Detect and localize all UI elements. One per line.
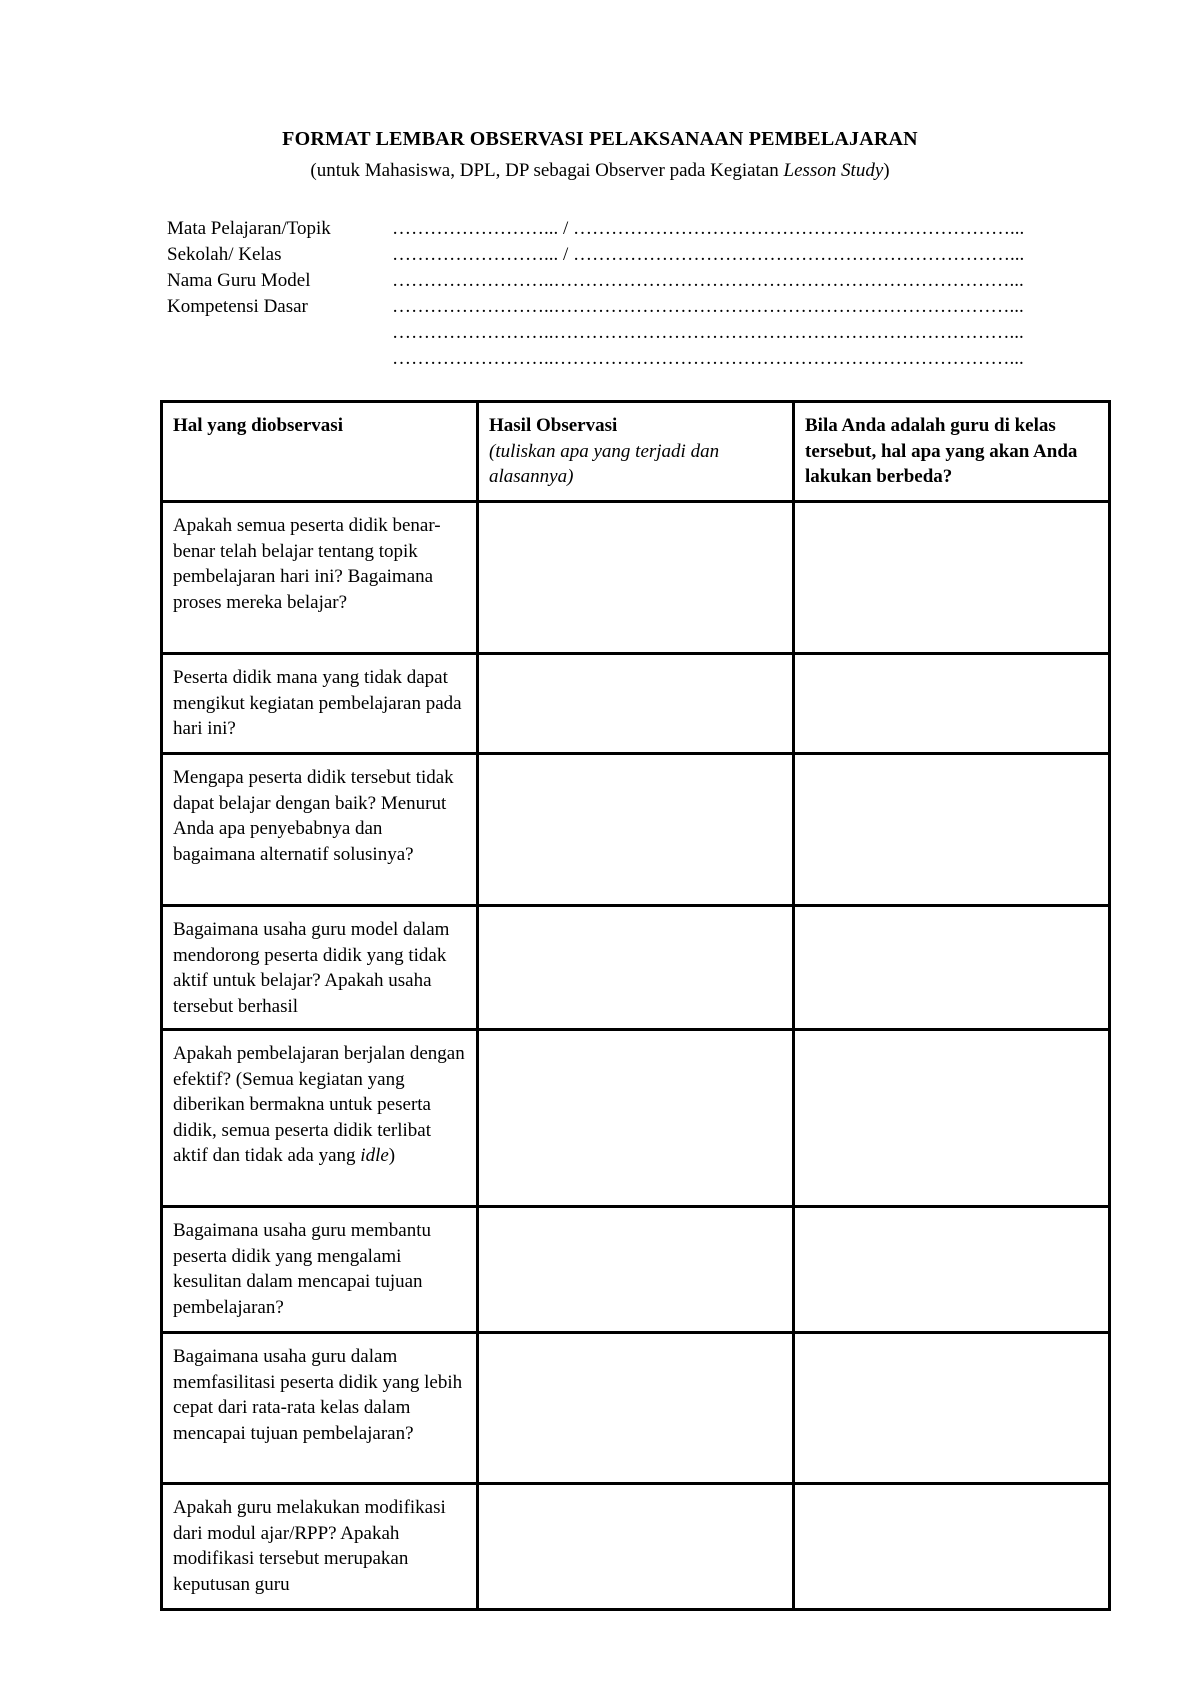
question-cell: Apakah semua peserta didik benar-benar telah belajar tentang topik pembelajaran hari ini? Bagaimana proses mereka belajar? xyxy=(162,502,478,654)
header-observation-result xyxy=(478,402,794,502)
subtitle-italic-text: Lesson Study xyxy=(783,160,884,181)
table-header-row xyxy=(162,402,1110,502)
question-cell: Bagaimana usaha guru model dalam mendorong peserta didik yang tidak aktif untuk belajar? Apakah usaha tersebut berhasil xyxy=(162,906,478,1030)
table-row xyxy=(162,754,1110,906)
field-label-teacher: Nama Guru Model xyxy=(167,270,311,291)
subtitle-suffix: ) xyxy=(883,160,890,181)
observation-answer-cell[interactable] xyxy=(478,754,794,906)
field-row-school[interactable] xyxy=(167,244,1117,270)
table-row xyxy=(162,654,1110,754)
header-observation-result-note: (tuliskan apa yang terjadi dan alasannya) xyxy=(489,440,720,487)
question-cell xyxy=(162,1030,478,1207)
field-row-teacher[interactable] xyxy=(167,270,1117,296)
table-row xyxy=(162,1030,1110,1207)
alternative-answer-cell[interactable] xyxy=(794,502,1110,654)
table-row xyxy=(162,1207,1110,1333)
field-blank-competency-line-3[interactable]: ……………………..………………………………………………………………... xyxy=(392,348,1024,369)
alternative-answer-cell[interactable] xyxy=(794,754,1110,906)
identity-fields xyxy=(167,218,1117,374)
question-cell: Mengapa peserta didik tersebut tidak dapat belajar dengan baik? Menurut Anda apa penyebabnya dan bagaimana alternatif solusinya? xyxy=(162,754,478,906)
observation-answer-cell[interactable] xyxy=(478,1484,794,1610)
observation-answer-cell[interactable] xyxy=(478,654,794,754)
question-suffix: ) xyxy=(388,1145,396,1166)
document-title: FORMAT LEMBAR OBSERVASI PELAKSANAAN PEMBELAJARAN xyxy=(282,128,918,150)
question-italic-text: idle xyxy=(360,1145,389,1166)
field-label-competency: Kompetensi Dasar xyxy=(167,296,308,317)
field-blank-school[interactable]: ……………………... / ……………………………………………………………... xyxy=(392,244,1025,265)
table-row xyxy=(162,906,1110,1030)
header-observed-item: Hal yang diobservasi xyxy=(162,402,478,502)
observation-answer-cell[interactable] xyxy=(478,1333,794,1484)
table-row xyxy=(162,1333,1110,1484)
alternative-answer-cell[interactable] xyxy=(794,1333,1110,1484)
observation-answer-cell[interactable] xyxy=(478,906,794,1030)
alternative-answer-cell[interactable] xyxy=(794,1484,1110,1610)
observation-answer-cell[interactable] xyxy=(478,1207,794,1333)
table-row xyxy=(162,502,1110,654)
field-blank-competency[interactable]: ……………………..………………………………………………………………... xyxy=(392,296,1024,317)
field-row-subject[interactable] xyxy=(167,218,1117,244)
field-row-competency-line-3[interactable] xyxy=(167,348,1117,374)
question-cell: Peserta didik mana yang tidak dapat mengikut kegiatan pembelajaran pada hari ini? xyxy=(162,654,478,754)
question-cell: Bagaimana usaha guru membantu peserta didik yang mengalami kesulitan dalam mencapai tujuan pembelajaran? xyxy=(162,1207,478,1333)
observation-answer-cell[interactable] xyxy=(478,1030,794,1207)
alternative-answer-cell[interactable] xyxy=(794,1207,1110,1333)
alternative-answer-cell[interactable] xyxy=(794,654,1110,754)
alternative-answer-cell[interactable] xyxy=(794,906,1110,1030)
field-row-competency-line-2[interactable] xyxy=(167,322,1117,348)
field-blank-subject[interactable]: ……………………... / ……………………………………………………………... xyxy=(392,218,1025,239)
field-blank-competency-line-2[interactable]: ……………………..………………………………………………………………... xyxy=(392,322,1024,343)
observation-table xyxy=(160,400,1111,1611)
question-text: Apakah pembelajaran berjalan dengan efektif? (Semua kegiatan yang diberikan bermakna untuk peserta didik, semua peserta didik terlibat aktif dan tidak ada yang xyxy=(173,1043,465,1166)
subtitle-text: (untuk Mahasiswa, DPL, DP sebagai Observer pada Kegiatan xyxy=(310,160,784,181)
header-what-would-you-do: Bila Anda adalah guru di kelas tersebut, hal apa yang akan Anda lakukan berbeda? xyxy=(794,402,1110,502)
table-row xyxy=(162,1484,1110,1610)
question-cell: Apakah guru melakukan modifikasi dari modul ajar/RPP? Apakah modifikasi tersebut merupakan keputusan guru xyxy=(162,1484,478,1610)
document-subtitle xyxy=(0,160,1200,182)
field-row-competency[interactable] xyxy=(167,296,1117,322)
field-label-subject: Mata Pelajaran/Topik xyxy=(167,218,331,239)
field-blank-teacher[interactable]: ……………………..………………………………………………………………... xyxy=(392,270,1024,291)
header-observation-result-label: Hasil Observasi xyxy=(489,415,618,436)
alternative-answer-cell[interactable] xyxy=(794,1030,1110,1207)
question-cell: Bagaimana usaha guru dalam memfasilitasi peserta didik yang lebih cepat dari rata-rata kelas dalam mencapai tujuan pembelajaran? xyxy=(162,1333,478,1484)
observation-answer-cell[interactable] xyxy=(478,502,794,654)
field-label-school: Sekolah/ Kelas xyxy=(167,244,282,265)
